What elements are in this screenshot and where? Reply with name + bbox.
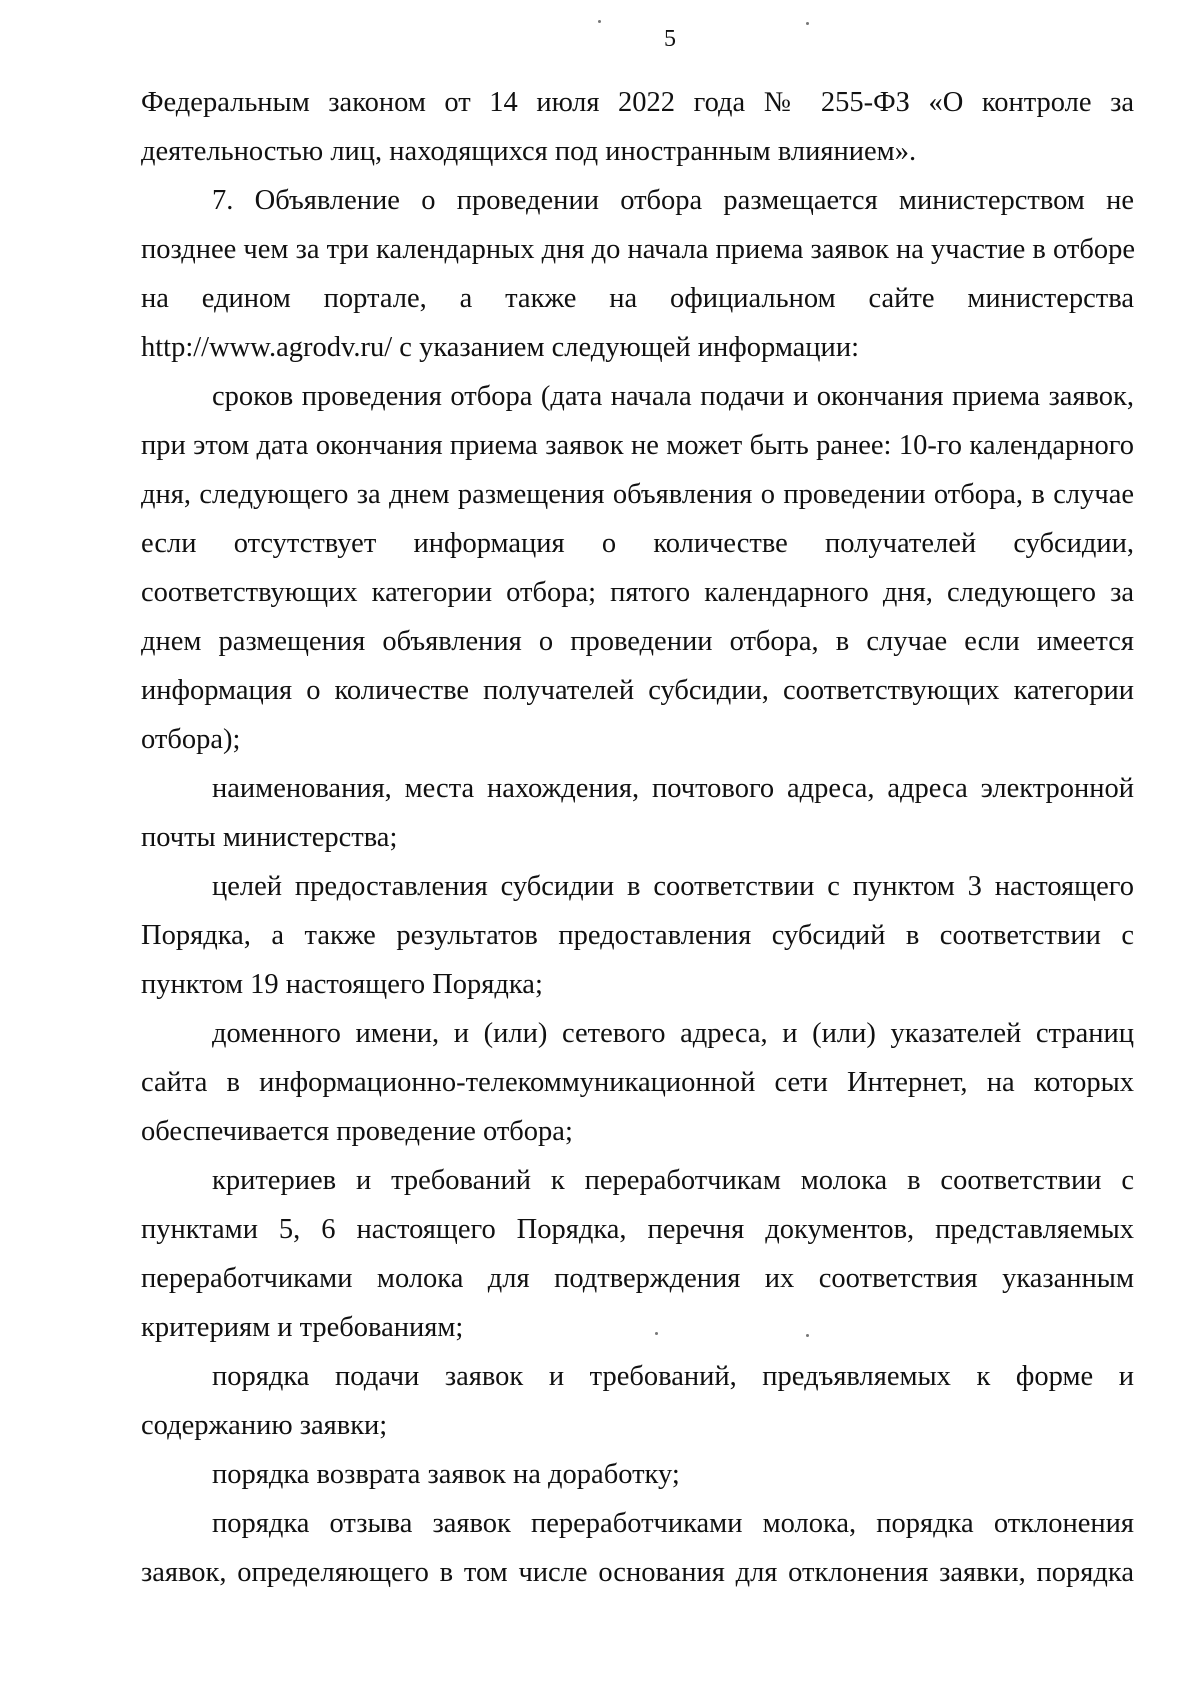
text-line: позднее чем за три календарных дня до начала приема заявок на участие в отборе [141,234,1135,265]
text-line: при этом дата окончания приема заявок не может быть ранее: 10-го календарного [141,430,1134,461]
text-line: порядка возврата заявок на доработку; [212,1459,680,1490]
text-line: доменного имени, и (или) сетевого адреса, и (или) указателей страниц [212,1018,1134,1049]
text-line: информация о количестве получателей субсидии, соответствующих категории [141,675,1134,706]
text-line: критериям и требованиям; [141,1312,464,1343]
text-line: порядка отзыва заявок переработчиками молока, порядка отклонения [212,1508,1134,1539]
text-line: деятельностью лиц, находящихся под иностранным влиянием». [141,136,917,167]
text-line: пунктами 5, 6 настоящего Порядка, перечня документов, представляемых [141,1214,1134,1245]
text-line: обеспечивается проведение отбора; [141,1116,573,1147]
text-line: Федеральным законом от 14 июля 2022 года № 255-ФЗ «О контроле за [141,87,1134,118]
text-line: критериев и требований к переработчикам молока в соответствии с [212,1165,1134,1196]
text-line: дня, следующего за днем размещения объявления о проведении отбора, в случае [141,479,1134,510]
text-line: на едином портале, а также на официальном сайте министерства [141,283,1134,314]
text-line: соответствующих категории отбора; пятого календарного дня, следующего за [141,577,1134,608]
text-line: переработчиками молока для подтверждения их соответствия указанным [141,1263,1134,1294]
page-number: 5 [664,26,676,52]
text-line: отбора); [141,724,241,755]
text-line: почты министерства; [141,822,398,853]
scan-speck [806,22,809,25]
text-line: наименования, места нахождения, почтового адреса, адреса электронной [212,773,1134,804]
text-line: днем размещения объявления о проведении отбора, в случае если имеется [141,626,1134,657]
text-line: пунктом 19 настоящего Порядка; [141,969,543,1000]
scan-speck [598,20,601,23]
text-line: сайта в информационно-телекоммуникационной сети Интернет, на которых [141,1067,1134,1098]
text-line: заявок, определяющего в том числе основания для отклонения заявки, порядка [141,1557,1134,1588]
text-line: целей предоставления субсидии в соответствии с пунктом 3 настоящего [212,871,1134,902]
document-body [141,78,1134,1597]
text-line: http://www.agrodv.ru/ с указанием следующей информации: [141,332,859,363]
text-line: 7. Объявление о проведении отбора размещается министерством не [212,185,1134,216]
text-line: Порядка, а также результатов предоставления субсидий в соответствии с [141,920,1134,951]
text-line: содержанию заявки; [141,1410,388,1441]
text-line: сроков проведения отбора (дата начала подачи и окончания приема заявок, [212,381,1134,412]
text-line: если отсутствует информация о количестве получателей субсидии, [141,528,1134,559]
text-line: порядка подачи заявок и требований, предъявляемых к форме и [212,1361,1134,1392]
